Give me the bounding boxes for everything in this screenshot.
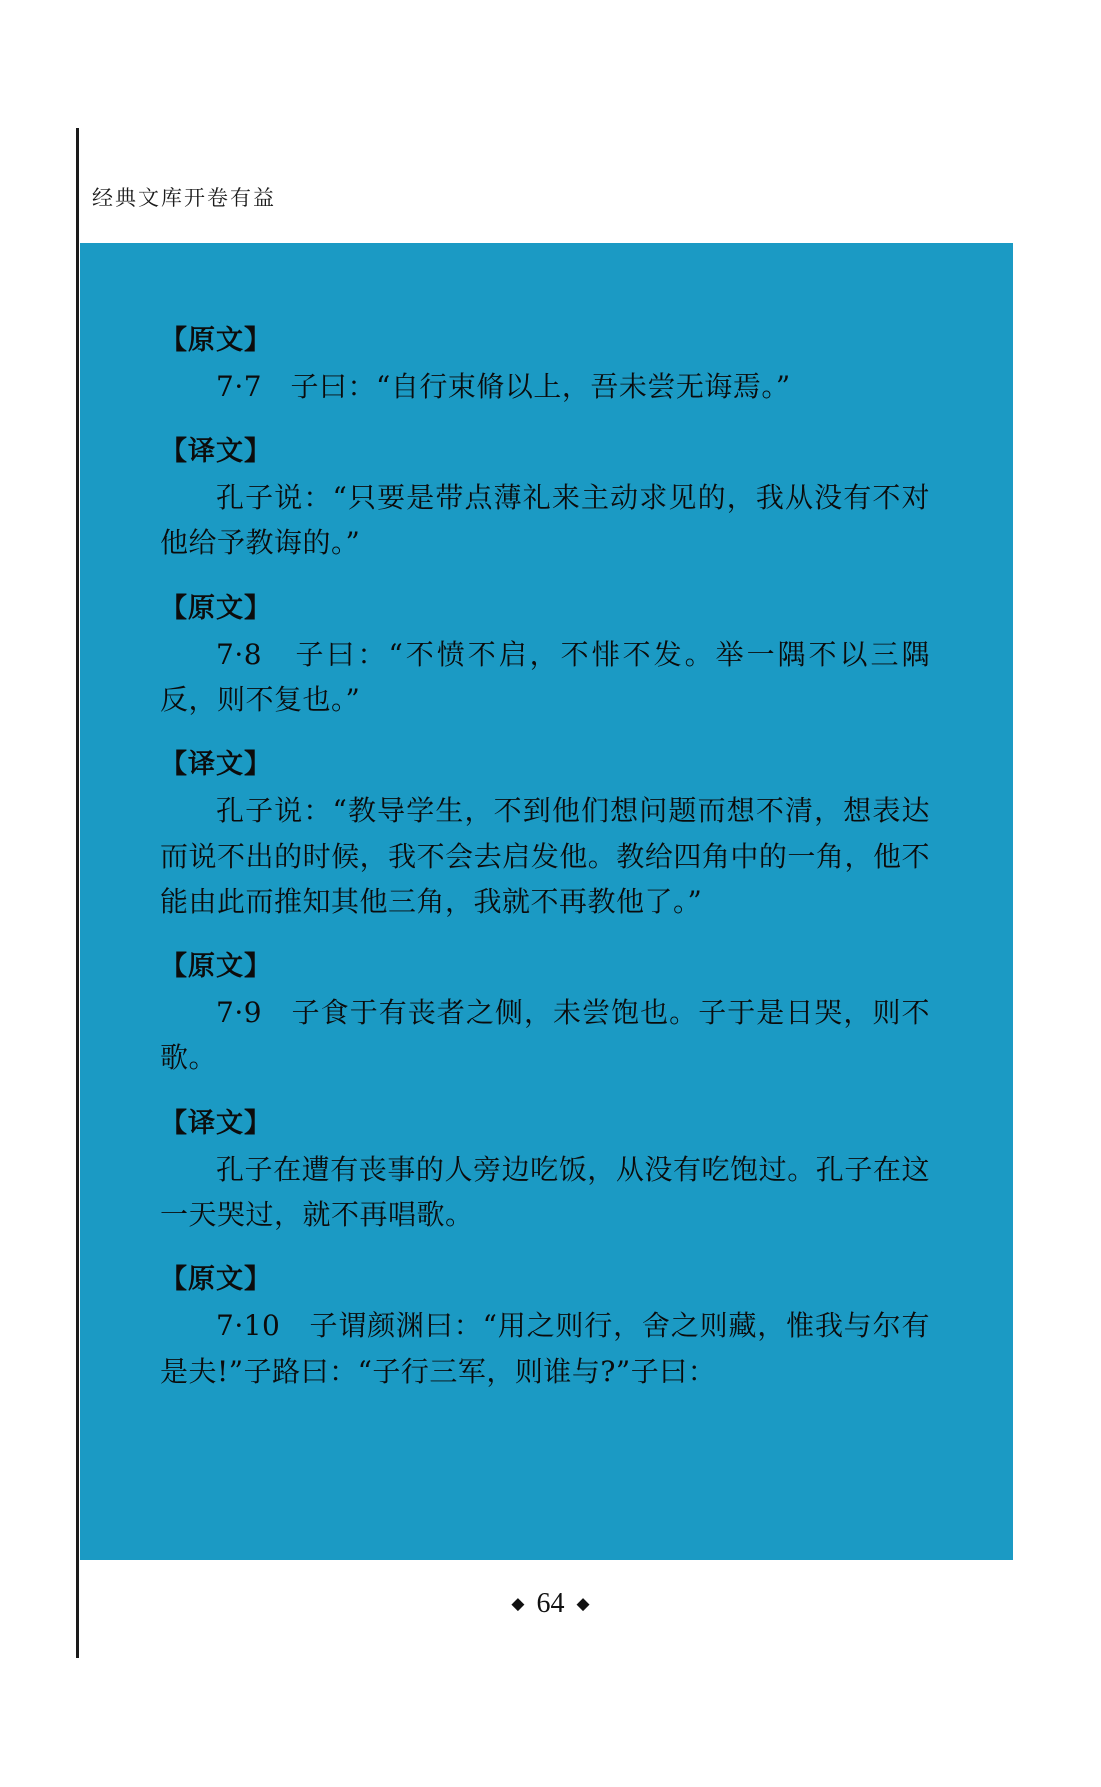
entry-text: 孔子说：“教导学生，不到他们想问题而想不清，想表达而说不出的时候，我不会去启发他。教给四角中的一角，他不能由此而推知其他三角，我就不再教他了。” [160, 794, 930, 918]
entry-translation-7-9 [160, 1103, 930, 1238]
entry-translation-7-8 [160, 744, 930, 924]
entry-text: 7·7 子曰：“自行束脩以上，吾未尝无诲焉。” [216, 369, 791, 403]
entry-text: 7·9 子食于有丧者之侧，未尝饱也。子于是日哭，则不歌。 [160, 996, 930, 1075]
entry-original-7-9 [160, 946, 930, 1081]
entry-text: 孔子在遭有丧事的人旁边吃饭，从没有吃饱过。孔子在这一天哭过，就不再唱歌。 [160, 1152, 930, 1232]
section-tag-original: 【原文】 [160, 951, 272, 983]
section-tag-original: 【原文】 [160, 325, 272, 356]
section-tag-translation: 【译文】 [160, 1107, 272, 1139]
entry-text: 7·8 子曰：“不愤不启，不悱不发。举一隅不以三隅反，则不复也。” [160, 637, 930, 716]
running-header: 经典文库开卷有益 [92, 186, 276, 210]
section-tag-translation: 【译文】 [160, 436, 272, 468]
section-tag-translation: 【译文】 [160, 749, 272, 781]
entry-translation-7-7 [160, 431, 930, 566]
entry-original-7-8 [160, 588, 930, 723]
entry-original-7-7 [160, 320, 930, 409]
section-tag-original: 【原文】 [160, 592, 272, 624]
diamond-icon-left: ◆ [511, 1594, 525, 1614]
diamond-icon-right: ◆ [576, 1594, 590, 1614]
content-block [80, 243, 1013, 1560]
entry-text: 孔子说：“只要是带点薄礼来主动求见的，我从没有不对他给予教诲的。” [160, 481, 930, 560]
page-footer [0, 1588, 1101, 1620]
left-margin-rule [76, 128, 79, 1658]
section-tag-original: 【原文】 [160, 1264, 272, 1296]
page-number: 64 [536, 1588, 565, 1619]
content-inner [160, 298, 930, 1400]
entry-original-7-10 [160, 1259, 930, 1394]
entry-text: 7·10 子谓颜渊曰：“用之则行，舍之则藏，惟我与尔有是夫!”子路曰：“子行三军，则谁与?”子曰： [160, 1309, 930, 1388]
